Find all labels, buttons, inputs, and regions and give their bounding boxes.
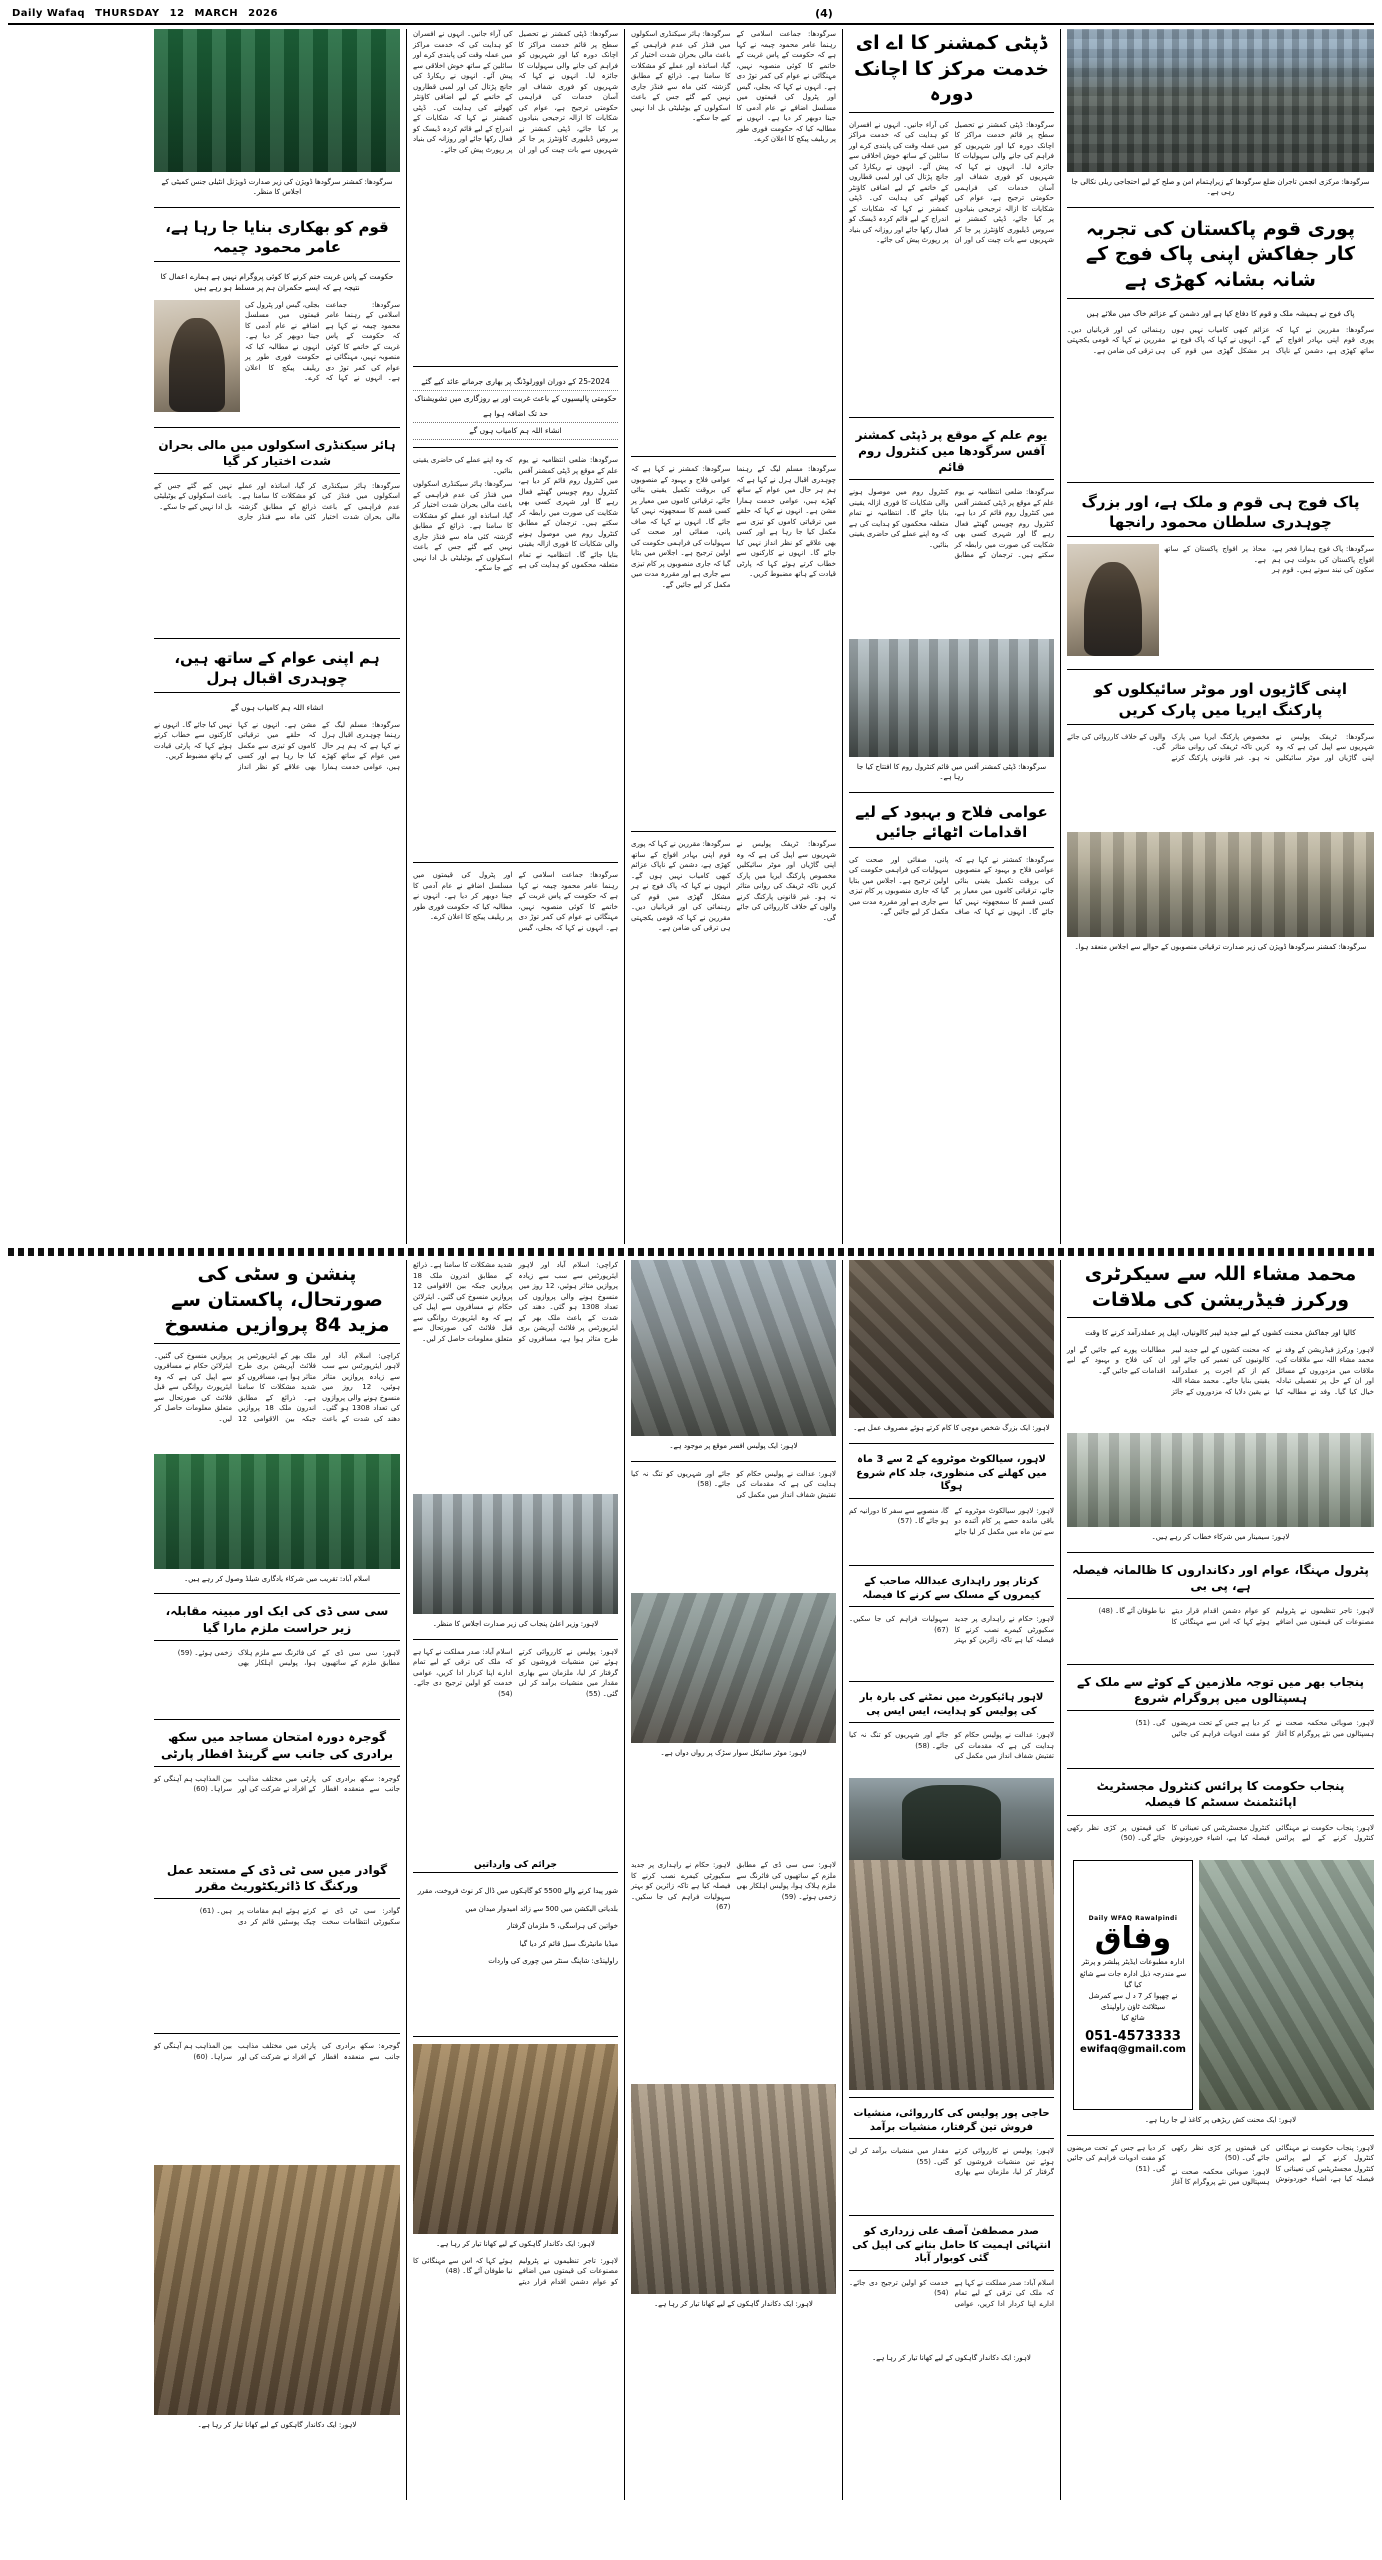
top-center-column bbox=[631, 29, 836, 1244]
middle-section bbox=[8, 1260, 1374, 1860]
bottom-bazaar-caption: لاہور: ایک دکاندار گاہکوں کے لیے کھانا تیار کر رہا ہے۔ bbox=[872, 2353, 1031, 2362]
pak-army-sub: پاک فوج نے ہمیشہ ملک و قوم کا دفاع کیا ہے اور دشمن کے عزائم خاک میں ملائے ہیں bbox=[1086, 308, 1355, 318]
hamari-awam-body: سرگودھا: مسلم لیگ کے رہنما چوہدری اقبال ہرل نے کہا ہے کہ ہم ہر حال میں عوام کے ساتھ کھڑے ہیں، عوامی خدمت ہمارا مشن ہے۔ انہوں نے کہا کہ حلقے میں ترقیاتی کاموں کو تیزی سے مکمل کیا جا رہا ہے اور کسی بھی علاقے کو نظر انداز نہیں کیا جائے گا۔ انہوں نے کارکنوں سے خطاب کرتے ہوئے کہا کہ پارٹی قیادت کے ہاتھ مضبوط کریں۔ bbox=[154, 720, 400, 771]
story-three-body: سرگودھا: کمشنر نے کہا ہے کہ عوامی فلاح و بہبود کے منصوبوں کی بروقت تکمیل یقینی بنائی جائے، ترقیاتی کاموں میں معیار پر کسی قسم کا سمجھوتہ نہیں کیا جائے گا۔ انہوں نے کہا کہ صاف پانی، صفائی اور صحت کی سہولیات کی فراہمی حکومت کی اولین ترجیح ہے۔ اجلاس میں بتایا گیا کہ جاری منصوبوں پر کام تیزی سے جاری ہے اور مقررہ مدت میں مکمل کر لیے جائیں گے۔ bbox=[849, 855, 1054, 917]
bottom-briefs-column bbox=[413, 1860, 618, 2500]
karachi-headline: پنشن و سٹی کی صورتحال، پاکستان سے مزید 84 پروازیں منسوخ bbox=[154, 1260, 400, 1344]
bottom-section bbox=[8, 1860, 1374, 2500]
photo-award-caption: سرگودھا: کمشنر سرگودھا ڈویژن کی زیر صدارت ترقیاتی منصوبوں کے حوالے سے اجلاس منعقد ہوا۔ bbox=[1074, 942, 1367, 951]
ticker-item: انشاء اللہ ہم کامیاب ہوں گے bbox=[413, 423, 618, 440]
mid-left-column2 bbox=[154, 1260, 400, 1860]
publisher-logo-block bbox=[1073, 1860, 1193, 2110]
photo-panel-caption: لاہور: سیمینار میں شرکاء خطاب کر رہے ہیں۔ bbox=[1151, 1533, 1290, 1542]
pak-army-body2: سرگودھا: پاک فوج ہمارا فخر ہے، افواج پاکستان کی بدولت ہی ہم سکون کی نیند سوتے ہیں۔ قوم ہر محاذ پر افواج پاکستان کے ساتھ ہے۔ bbox=[1164, 545, 1374, 575]
mid-center-column bbox=[631, 1260, 836, 1860]
bottom-center-column bbox=[631, 1860, 836, 2500]
karachi-lead: کراچی: اسلام آباد اور لاہور ایئرپورٹس سے سب سے زیادہ پروازیں متاثر ہوئیں، 12 روز میں منسوخ ہونے والی پروازوں کی تعداد 1308 ہو گئی۔ دھند کی شدت کے باعث ملک بھر کے ایئرپورٹس پر فلائٹ آپریشن بری طرح متاثر ہوا ہے، مسافروں کو شدید مشکلات کا سامنا ہے۔ ذرائع کے مطابق اندرون ملک 18 پروازیں جبکہ بین الاقوامی 12 پروازیں منسوخ کی گئیں۔ ایئرلائن حکام نے مسافروں سے اپیل کی ہے کہ وہ ایئرپورٹ روانگی سے قبل فلائٹ کی صورتحال سے متعلق معلومات حاصل کر لیں۔ bbox=[154, 1351, 400, 1423]
masthead-month: MARCH bbox=[194, 8, 239, 19]
pak-army-body: سرگودھا: مقررین نے کہا کہ پوری قوم اپنی بہادر افواج کے ساتھ کھڑی ہے، دشمن کے ناپاک عزائم کبھی کامیاب نہیں ہوں گے۔ انہوں نے کہا کہ پاک فوج نے ہر مشکل گھڑی میں قوم کی رہنمائی کی اور قربانیاں دیں۔ مقررین نے کہا کہ قومی یکجہتی ہی ترقی کی ضامن ہے۔ bbox=[1067, 325, 1374, 355]
mid-karachi-column bbox=[413, 1260, 618, 1860]
photo-assembly bbox=[154, 29, 400, 172]
lahore-highcourt-body: لاہور: عدالت نے پولیس حکام کو ہدایت کی ہے کہ مقدمات کی تفتیش شفاف انداز میں مکمل کی جائے اور شہریوں کو تنگ نہ کیا جائے۔ (58) bbox=[849, 1731, 1054, 1761]
masthead-weekday: THURSDAY bbox=[95, 8, 160, 19]
mid-left-body-1: سرگودھا: ڈپٹی کمشنر نے تحصیل سطح پر قائم خدمت مراکز کا اچانک دورہ کیا اور شہریوں کو فراہم کی جانے والی سہولیات کا جائزہ لیا۔ انہوں نے کہا کہ شہریوں کو فوری شفاف اور آسان خدمات کی فراہمی حکومتی ترجیح ہے، عوام کی شکایات کا ازالہ ترجیحی بنیادوں پر کیا جائے، ڈپٹی کمشنر نے سروس ڈیلیوری کاؤنٹرز پر جا کر شہریوں سے بات چیت کی اور ان کی آراء جانیں۔ انہوں نے افسران کو ہدایت کی کہ خدمت مراکز میں عملہ وقت کی پابندی کرے اور سائلین کے ساتھ خوش اخلاقی سے پیش آئے۔ انہوں نے ریکارڈ کی جانچ پڑتال کی اور لمبی قطاروں کے خاتمے کے لیے اضافی کاؤنٹر کھولنے کی ہدایت کی۔ ڈپٹی کمشنر نے کہا کہ شکایات کے اندراج کے لیے قائم کردہ ڈیسک کو فعال رکھا جائے اور روزانہ کی بنیاد پر رپورٹ پیش کی جائے۔ bbox=[413, 30, 618, 154]
photo-motorbike bbox=[631, 1593, 836, 1743]
gwadar-headline: گوادر میں سی ٹی ڈی کے مستعد عمل ورکنگ کا ڈائریکٹوریٹ مقرر bbox=[154, 1860, 400, 1899]
bank-headline: ہائر سیکنڈری اسکولوں میں مالی بحران شدت اختیار کر گیا bbox=[154, 435, 400, 474]
mid-center-body: لاہور: عدالت نے پولیس حکام کو ہدایت کی ہے کہ مقدمات کی تفتیش شفاف انداز میں مکمل کی جائے اور شہریوں کو تنگ نہ کیا جائے۔ (58) bbox=[631, 1469, 836, 1499]
photo-food-stall bbox=[413, 2044, 618, 2234]
masthead-left bbox=[12, 8, 278, 19]
masthead-year: 2026 bbox=[248, 8, 278, 19]
photo-market bbox=[631, 2084, 836, 2294]
photo-food-caption: لاہور: ایک دکاندار گاہکوں کے لیے کھانا تیار کر رہا ہے۔ bbox=[436, 2240, 595, 2248]
hamari-awam-sub: انشاء اللہ ہم کامیاب ہوں گے bbox=[230, 703, 324, 713]
briefs-list bbox=[413, 1879, 618, 2029]
brief-item: بلدیاتی الیکشن میں 500 سے زائد امیدوار میدان میں bbox=[465, 1904, 618, 1913]
gov-body: سرگودھا: جماعت اسلامی کے رہنما عامر محمود چیمہ نے کہا ہے کہ حکومت کے پاس غربت کے خاتمے کا کوئی منصوبہ نہیں، مہنگائی نے عوام کی کمر توڑ دی ہے۔ انہوں نے کہا کہ بجلی، گیس اور پٹرول کی قیمتوں میں مسلسل اضافے نے عام آدمی کا جینا دوبھر کر دیا ہے۔ انہوں نے مطالبہ کیا کہ حکومت فوری طور پر ریلیف پیکج کا اعلان کرے۔ bbox=[245, 300, 400, 383]
cci-headline: سی سی ڈی کی ایک اور مبینہ مقابلہ، زیر حراست ملزم مارا گیا bbox=[154, 1601, 400, 1640]
bottom-center-body: لاہور: سی سی ڈی کے مطابق ملزم کے ساتھیوں کی فائرنگ سے ملزم ہلاک ہوا، پولیس اہلکار بھی زخمی ہوئے۔ (59) لاہور: حکام نے راہداری پر جدید سکیورٹی کیمرے نصب کرنے کا فیصلہ کیا ہے تاکہ زائرین کو بہتر سہولیات فراہم کی جا سکیں۔ (67) bbox=[631, 1861, 836, 1911]
photo-handcart-caption: لاہور: ایک محنت کش ریڑھی پر کاغذ لے جا رہا ہے۔ bbox=[1144, 2116, 1297, 2124]
pak-army-headline2: پاک فوج ہی قوم و ملک ہے، اور بزرگ چوہدری سلطان محمود رانجھا bbox=[1067, 490, 1374, 538]
bottom-left-body: گوجرہ: سکھ برادری کی جانب سے منعقدہ افطار پارٹی میں مختلف مذاہب کے افراد نے شرکت کی اور بین المذاہب ہم آہنگی کو سراہا۔ (60) bbox=[154, 2042, 400, 2061]
photo-assembly-caption: سرگودھا: کمشنر سرگودھا ڈویژن کی زیر صدارت ڈویژنل انٹیلی جنس کمیٹی کے اجلاس کا منظر۔ bbox=[161, 178, 393, 196]
page-number: (4) bbox=[815, 7, 833, 20]
photo-handcart bbox=[1199, 1860, 1374, 2110]
photo-vendor bbox=[154, 2165, 400, 2415]
story-two-headline: یوم علم کے موقع پر ڈپٹی کمشنر آفس سرگودھا میں کنٹرول روم قائم bbox=[849, 425, 1054, 481]
ticker-item: 25-2024 کے دوران اوورلوڈنگ پر بھاری جرمانے عائد کیے گئے bbox=[413, 374, 618, 391]
photo-bazaar bbox=[849, 1860, 1054, 2090]
logo-line-2: سے مندرجہ ذیل ادارہ جات سے شائع کیا گیا bbox=[1079, 1969, 1187, 1989]
portrait-photo-2 bbox=[154, 300, 240, 412]
sadr-body: اسلام آباد: صدر مملکت نے کہا ہے کہ ملک کی ترقی کے لیے تمام ادارے اپنا کردار ادا کریں، عوامی خدمت کو اولین ترجیح دی جائے۔ (54) bbox=[849, 2278, 1054, 2308]
sadr-headline: صدر مصطفیٰ آصف علی زرداری کو انتہائی اہمیت کا حامل بنانے کی اپیل کی گئی کوبوار آباد bbox=[849, 2223, 1054, 2271]
punjab-headline: پنجاب بھر میں توجہ ملازمین کے کوٹے سے ملک کے ہسپتالوں میں پروگرام شروع bbox=[1067, 1672, 1374, 1711]
mid-sub-head: کالیا اور جفاکش محنت کشوں کے لیے جدید لیبر کالونیاں، اپیل پر عملدرآمد کرنے کا وقت bbox=[1085, 1328, 1356, 1338]
story-two-body: سرگودھا: ضلعی انتظامیہ نے یوم علم کے موقع پر ڈپٹی کمشنر آفس میں کنٹرول روم قائم کر دیا ہے، کنٹرول روم چوبیس گھنٹے فعال رہے گا اور شہری کسی بھی شکایت کی صورت میں رابطہ کر سکتے ہیں۔ ترجمان کے مطابق کنٹرول روم میں موصول ہونے والی شکایات کا فوری ازالہ یقینی بنایا جائے گا۔ انتظامیہ نے تمام متعلقہ محکموں کو ہدایت کی ہے کہ وہ اپنے عملے کی حاضری یقینی بنائیں۔ bbox=[849, 488, 1054, 560]
top-section bbox=[8, 29, 1374, 1244]
photo-seminar bbox=[413, 1494, 618, 1614]
story-one-body: سرگودھا: ڈپٹی کمشنر نے تحصیل سطح پر قائم خدمت مراکز کا اچانک دورہ کیا اور شہریوں کو فراہم کی جانے والی سہولیات کا جائزہ لیا۔ انہوں نے کہا کہ شہریوں کو فوری شفاف اور آسان خدمات کی فراہمی حکومتی ترجیح ہے، عوام کی شکایات کا ازالہ ترجیحی بنیادوں پر کیا جائے، ڈپٹی کمشنر نے سروس ڈیلیوری کاؤنٹرز پر جا کر شہریوں سے بات چیت کی اور ان کی آراء جانیں۔ انہوں نے افسران کو ہدایت کی کہ خدمت مراکز میں عملہ وقت کی پابندی کرے اور سائلین کے ساتھ خوش اخلاقی سے پیش آئے۔ انہوں نے ریکارڈ کی جانچ پڑتال کی اور لمبی قطاروں کے خاتمے کے لیے اضافی کاؤنٹر کھولنے کی ہدایت کی۔ ڈپٹی کمشنر نے کہا کہ شکایات کے اندراج کے لیے قائم کردہ ڈیسک کو فعال رکھا جائے اور روزانہ کی بنیاد پر رپورٹ پیش کی جائے۔ bbox=[849, 120, 1054, 245]
story-three-headline: عوامی فلاح و بہبود کے لیے اقدامات اٹھائے جائیں bbox=[849, 800, 1054, 848]
gov-sub: حکومت کے پاس غربت ختم کرنے کا کوئی پروگرام نہیں ہے ہمارے اعمال کا نتیجہ ہے کہ ایسے حکمران ہم پر مسلط ہو رہے ہیں bbox=[160, 272, 394, 293]
top-left-column bbox=[154, 29, 400, 1244]
logo-top-line: Daily WFAQ Rawalpindi bbox=[1088, 1915, 1178, 1923]
masthead-day: 12 bbox=[169, 8, 185, 19]
gov-headline: قوم کو بھکاری بنایا جا رہا ہے، عامر محمود چیمہ bbox=[154, 215, 400, 263]
story-one-headline: ڈپٹی کمشنر کا اے ای خدمت مرکز کا اچانک دورہ bbox=[849, 29, 1054, 113]
logo-line-3: نے چھپوا کر 7 د ل سے کمرشل bbox=[1088, 1992, 1178, 2000]
briefs-extra-body: لاہور: تاجر تنظیموں نے پٹرولیم مصنوعات کی قیمتوں میں اضافے کو عوام دشمن اقدام قرار دیتے ہوئے کہا کہ اس سے مہنگائی کا نیا طوفان آئے گا۔ (48) bbox=[413, 2256, 618, 2286]
photo-rally-caption: سرگودھا: مرکزی انجمن تاجران ضلع سرگودھا کے زیراہتمام امن و صلح کے لیے احتجاجی ریلی نکالی جا رہی ہے۔ bbox=[1071, 178, 1370, 196]
photo-green-event bbox=[154, 1454, 400, 1569]
brief-item: خواتین کی ہراسگی، 5 ملزمان گرفتار bbox=[507, 1922, 618, 1930]
cci-body: لاہور: سی سی ڈی کے مطابق ملزم کے ساتھیوں کی فائرنگ سے ملزم ہلاک ہوا، پولیس اہلکار بھی زخمی ہوئے۔ (59) bbox=[177, 1648, 400, 1668]
hajj-headline: حاجی پور پولیس کی کارروائی، منشیات فروش تین گرفتار، منشیات برآمد bbox=[849, 2105, 1054, 2139]
mid-left-body-2: سرگودھا: ضلعی انتظامیہ نے یوم علم کے موقع پر ڈپٹی کمشنر آفس میں کنٹرول روم قائم کر دیا ہے، کنٹرول روم چوبیس گھنٹے فعال رہے گا اور شہری کسی بھی شکایت کی صورت میں رابطہ کر سکتے ہیں۔ ترجمان کے مطابق کنٹرول روم میں موصول ہونے والی شکایات کا فوری ازالہ یقینی بنایا جائے گا۔ انتظامیہ نے تمام متعلقہ محکموں کو ہدایت کی ہے کہ وہ اپنے عملے کی حاضری یقینی بنائیں۔ سرگودھا: ہائر سیکنڈری اسکولوں میں فنڈز کی عدم فراہمی کے باعث مالی بحران شدت اختیار کر گیا، اساتذہ اور عملے کو مشکلات کا سامنا ہے۔ ذرائع کے مطابق گزشتہ کئی ماہ سے فنڈز جاری نہیں کیے گئے جس کے باعث اسکولوں کے یوٹیلیٹی بل ادا نہیں کیے جا سکے۔ bbox=[413, 456, 618, 572]
photo-cobbler bbox=[849, 1260, 1054, 1418]
lahore-highcourt-headline: لاہور ہائیکورٹ میں نمٹنے کی بارہ بار کی پولیس کو ہدایت، ایس ایس پی bbox=[849, 1689, 1054, 1723]
contact-email[interactable]: ewifaq@gmail.com bbox=[1080, 2043, 1186, 2055]
bottom-right-body: لاہور: پنجاب حکومت نے مہنگائی کنٹرول کرنے کے لیے پرائس کنٹرول مجسٹریٹس کی تعیناتی کا فیصلہ کیا ہے، اشیاء خوردونوش کی قیمتوں پر کڑی نظر رکھی جائے گی۔ (50) لاہور: صوبائی محکمہ صحت نے ہسپتالوں میں نئے پروگرام کا آغاز کر دیا ہے جس کے تحت مریضوں کو مفت ادویات فراہم کی جائیں گی۔ (51) bbox=[1067, 2143, 1374, 2187]
photo-seminar-caption: لاہور: وزیر اعلیٰ پنجاب کی زیر صدارت اجلاس کا منظر۔ bbox=[432, 1620, 599, 1628]
photo-rally bbox=[1067, 29, 1374, 172]
gujrat-headline: گوجرہ دورہ امتحان مساجد میں سکھ برادری کی جانب سے گرینڈ افطار پارٹی bbox=[154, 1727, 400, 1766]
mid-right-column bbox=[1067, 1260, 1374, 1860]
center-filler-body-3: سرگودھا: ٹریفک پولیس نے شہریوں سے اپیل کی ہے کہ وہ اپنی گاڑیاں اور موٹر سائیکلیں مخصوص پارکنگ ایریا میں پارک کریں تاکہ ٹریفک کی روانی متاثر نہ ہو۔ غیر قانونی پارکنگ کرنے والوں کے خلاف کارروائی کی جائے گی۔ سرگودھا: مقررین نے کہا کہ پوری قوم اپنی بہادر افواج کے ساتھ کھڑی ہے، دشمن کے ناپاک عزائم کبھی کامیاب نہیں ہوں گے۔ انہوں نے کہا کہ پاک فوج نے ہر مشکل گھڑی میں قوم کی رہنمائی کی اور قربانیاں دیں۔ مقررین نے کہا کہ قومی یکجہتی ہی ترقی کی ضامن ہے۔ bbox=[631, 840, 836, 932]
photo-panel-meeting bbox=[1067, 1433, 1374, 1527]
photo-award-ceremony bbox=[1067, 832, 1374, 937]
mid-left-body-3: سرگودھا: جماعت اسلامی کے رہنما عامر محمود چیمہ نے کہا ہے کہ حکومت کے پاس غربت کے خاتمے کا کوئی منصوبہ نہیں، مہنگائی نے عوام کی کمر توڑ دی ہے۔ انہوں نے کہا کہ بجلی، گیس اور پٹرول کی قیمتوں میں مسلسل اضافے نے عام آدمی کا جینا دوبھر کر دیا ہے۔ انہوں نے مطالبہ کیا کہ حکومت فوری طور پر ریلیف پیکج کا اعلان کرے۔ bbox=[413, 871, 618, 932]
logo-wordmark: وفاق bbox=[1094, 1921, 1172, 1957]
photo-green-caption: اسلام آباد: تقریب میں شرکاء یادگاری شیلڈ وصول کر رہے ہیں۔ bbox=[184, 1574, 370, 1583]
bottom-right-column bbox=[1067, 1860, 1374, 2500]
logo-line-1: ادارہ مطبوعات ایڈیٹر پبلشر و پرنٹر bbox=[1081, 1958, 1185, 1967]
parking-body: سرگودھا: ٹریفک پولیس نے شہریوں سے اپیل کی ہے کہ وہ اپنی گاڑیاں اور موٹر سائیکلیں مخصوص پارکنگ ایریا میں پارک کریں تاکہ ٹریفک کی روانی متاثر نہ ہو۔ غیر قانونی پارکنگ کرنے والوں کے خلاف کارروائی کی جائے گی۔ bbox=[1067, 732, 1374, 762]
center-filler-body-2: سرگودھا: مسلم لیگ کے رہنما چوہدری اقبال ہرل نے کہا ہے کہ ہم ہر حال میں عوام کے ساتھ کھڑے ہیں، عوامی خدمت ہمارا مشن ہے۔ انہوں نے کہا کہ حلقے میں ترقیاتی کاموں کو تیزی سے مکمل کیا جا رہا ہے اور کسی بھی علاقے کو نظر انداز نہیں کیا جائے گا۔ انہوں نے کارکنوں سے خطاب کرتے ہوئے کہا کہ پارٹی قیادت کے ہاتھ مضبوط کریں۔ سرگودھا: کمشنر نے کہا ہے کہ عوامی فلاح و بہبود کے منصوبوں کی بروقت تکمیل یقینی بنائی جائے، ترقیاتی کاموں میں معیار پر کسی قسم کا سمجھوتہ نہیں کیا جائے گا۔ انہوں نے کہا کہ صاف پانی، صفائی اور صحت کی سہولیات کی فراہمی حکومت کی اولین ترجیح ہے۔ اجلاس میں بتایا گیا کہ جاری منصوبوں پر کام تیزی سے جاری ہے اور مقررہ مدت میں مکمل کر لیے جائیں گے۔ bbox=[631, 465, 836, 589]
photo-cobbler-caption: لاہور: ایک بزرگ شخص موچی کا کام کرتے ہوئے مصروف عمل ہے۔ bbox=[853, 1424, 1050, 1433]
mid-barber-column bbox=[849, 1260, 1054, 1860]
photo-control-room bbox=[849, 639, 1054, 757]
logo-line-4: سیٹلائٹ ٹاؤن راولپنڈی bbox=[1100, 2003, 1166, 2012]
portrait-photo-1 bbox=[1067, 544, 1159, 656]
bottom-bazaar-column bbox=[849, 1860, 1054, 2500]
lahore-motorway-body: لاہور: لاہور سیالکوٹ موٹروے کے باقی ماندہ حصے پر کام آئندہ دو سے تین ماہ میں مکمل کر لیا جائے گا، منصوبے سے سفر کا دورانیہ کم ہو جائے گا۔ (57) bbox=[849, 1506, 1054, 1536]
govt-body: لاہور: پنجاب حکومت نے مہنگائی کنٹرول کرنے کے لیے پرائس کنٹرول مجسٹریٹس کی تعیناتی کا فیصلہ کیا ہے، اشیاء خوردونوش کی قیمتوں پر کڑی نظر رکھی جائے گی۔ (50) bbox=[1067, 1823, 1374, 1843]
gwadar-body: گوادر: سی ٹی ڈی نے سکیورٹی انتظامات سخت کرتے ہوئے اہم مقامات پر چیک پوسٹیں قائم کر دی ہیں۔ (61) bbox=[199, 1907, 400, 1926]
section-divider bbox=[8, 1248, 1374, 1256]
bottom-left-column bbox=[154, 1860, 400, 2500]
gujrat-body: گوجرہ: سکھ برادری کی جانب سے منعقدہ افطار پارٹی میں مختلف مذاہب کے افراد نے شرکت کی اور بین المذاہب ہم آہنگی کو سراہا۔ (60) bbox=[154, 1774, 400, 1794]
photo-street bbox=[631, 1260, 836, 1436]
contact-phone[interactable]: 051-4573333 bbox=[1085, 2028, 1181, 2044]
top-mid-left-column bbox=[413, 29, 618, 1244]
petrol-headline: پٹرول مہنگا، عوام اور دکانداروں کا ظالمانہ فیصلہ ہے، پی بی bbox=[1067, 1560, 1374, 1599]
photo-control-room-caption: سرگودھا: ڈپٹی کمشنر آفس میں قائم کنٹرول روم کا افتتاح کیا جا رہا ہے۔ bbox=[856, 763, 1047, 782]
mid-main-body: لاہور: ورکرز فیڈریشن کے وفد نے محمد مشاء اللہ سے ملاقات کی، ملاقات میں مزدوروں کے مسائل اور ان کے حل پر تفصیلی تبادلہ خیال کیا گیا۔ وفد نے مطالبہ کیا کہ محنت کشوں کے لیے جدید لیبر کالونیوں کی تعمیر کی جائے اور کم از کم اجرت پر عملدرآمد یقینی بنایا جائے۔ محمد مشاء اللہ نے یقین دلایا کہ مزدوروں کے جائز مطالبات پورے کیے جائیں گے اور ان کی فلاح و بہبود کے لیے اقدامات کیے جائیں گے۔ bbox=[1067, 1345, 1374, 1396]
top-right-column bbox=[1067, 29, 1374, 1244]
logo-line-5: شائع کیا bbox=[1121, 2014, 1145, 2023]
hamari-awam-headline: ہم اپنی عوام کے ساتھ ہیں، چوہدری اقبال ہرل bbox=[154, 646, 400, 694]
court-body: لاہور: حکام نے راہداری پر جدید سکیورٹی کیمرے نصب کرنے کا فیصلہ کیا ہے تاکہ زائرین کو بہتر سہولیات فراہم کی جا سکیں۔ (67) bbox=[849, 1615, 1054, 1645]
masthead bbox=[8, 6, 1374, 25]
brief-item: میڈیا مانیٹرنگ سیل قائم کر دیا گیا bbox=[519, 1939, 618, 1948]
pak-army-headline: پوری قوم پاکستان کی تجربہ کار جفاکش اپنی پاک فوج کے شانہ بشانہ کھڑی ہے bbox=[1067, 215, 1374, 299]
photo-police-officer bbox=[849, 1778, 1054, 1860]
mid-main-headline: محمد مشاء اللہ سے سیکرٹری ورکرز فیڈریشن کی ملاقات bbox=[1067, 1260, 1374, 1318]
photo-street-caption: لاہور: ایک پولیس افسر موقع پر موجود ہے۔ bbox=[669, 1442, 798, 1450]
photo-motorbike-caption: لاہور: موٹر سائیکل سوار سڑک پر رواں دواں ہے۔ bbox=[660, 1748, 807, 1757]
karachi-body: کراچی: اسلام آباد اور لاہور ایئرپورٹس سے سب سے زیادہ پروازیں متاثر ہوئیں، 12 روز میں منسوخ ہونے والی پروازوں کی تعداد 1308 ہو گئی۔ دھند کی شدت کے باعث ملک بھر کے ایئرپورٹس پر فلائٹ آپریشن بری طرح متاثر ہوا ہے، مسافروں کو شدید مشکلات کا سامنا ہے۔ ذرائع کے مطابق اندرون ملک 18 پروازیں جبکہ بین الاقوامی 12 پروازیں منسوخ کی گئیں۔ ایئرلائن حکام نے مسافروں سے اپیل کی ہے کہ وہ ایئرپورٹ روانگی سے قبل فلائٹ کی صورتحال سے متعلق معلومات حاصل کر لیں۔ bbox=[413, 1261, 618, 1343]
brief-item: شور پیدا کرنے والے 5500 کو گاہکوں میں ڈال کر نوٹ فروخت، مقرر bbox=[417, 1887, 618, 1895]
brief-item: راولپنڈی: شاپنگ سنٹر میں چوری کی واردات bbox=[488, 1957, 618, 1965]
briefs-heading: جرائم کی وارداتیں bbox=[413, 1860, 618, 1873]
govt-headline: پنجاب حکومت کا پرائس کنٹرول مجسٹریٹ اپائنٹمنٹ سسٹم کا فیصلہ bbox=[1067, 1776, 1374, 1815]
ticker-item: حکومتی پالیسیوں کے باعث غربت اور بے روزگاری میں تشویشناک حد تک اضافہ ہوا ہے bbox=[413, 391, 618, 423]
bank-body: سرگودھا: ہائر سیکنڈری اسکولوں میں فنڈز کی عدم فراہمی کے باعث مالی بحران شدت اختیار کر گیا، اساتذہ اور عملے کو مشکلات کا سامنا ہے۔ ذرائع کے مطابق گزشتہ کئی ماہ سے فنڈز جاری نہیں کیے گئے جس کے باعث اسکولوں کے یوٹیلیٹی بل ادا نہیں کیے جا سکے۔ bbox=[154, 481, 400, 522]
masthead-title: Daily Wafaq bbox=[12, 8, 86, 19]
center-filler-body: سرگودھا: جماعت اسلامی کے رہنما عامر محمود چیمہ نے کہا ہے کہ حکومت کے پاس غربت کے خاتمے کا کوئی منصوبہ نہیں، مہنگائی نے عوام کی کمر توڑ دی ہے۔ انہوں نے کہا کہ بجلی، گیس اور پٹرول کی قیمتوں میں مسلسل اضافے نے عام آدمی کا جینا دوبھر کر دیا ہے۔ انہوں نے مطالبہ کیا کہ حکومت فوری طور پر ریلیف پیکج کا اعلان کرے۔ سرگودھا: ہائر سیکنڈری اسکولوں میں فنڈز کی عدم فراہمی کے باعث مالی بحران شدت اختیار کر گیا، اساتذہ اور عملے کو مشکلات کا سامنا ہے۔ ذرائع کے مطابق گزشتہ کئی ماہ سے فنڈز جاری نہیں کیے گئے جس کے باعث اسکولوں کے یوٹیلیٹی بل ادا نہیں کیے جا سکے۔ bbox=[631, 30, 836, 143]
petrol-body: لاہور: تاجر تنظیموں نے پٹرولیم مصنوعات کی قیمتوں میں اضافے کو عوام دشمن اقدام قرار دیتے ہوئے کہا کہ اس سے مہنگائی کا نیا طوفان آئے گا۔ (48) bbox=[1098, 1607, 1374, 1626]
photo-vendor-caption: لاہور: ایک دکاندار گاہکوں کے لیے کھانا تیار کر رہا ہے۔ bbox=[197, 2421, 357, 2430]
karachi-body-2: لاہور: پولیس نے کارروائی کرتے ہوئے تین منشیات فروشوں کو گرفتار کر لیا، ملزمان سے بھاری مقدار میں منشیات برآمد کر لی گئی۔ (55) اسلام آباد: صدر مملکت نے کہا ہے کہ ملک کی ترقی کے لیے تمام ادارے اپنا کردار ادا کریں، عوامی خدمت کو اولین ترجیح دی جائے۔ (54) bbox=[413, 1647, 618, 1698]
lahore-motorway-headline: لاہور، سیالکوٹ موٹروے کے 2 سے 3 ماہ میں کھلنے کی منظوری، جلد کام شروع ہوگا bbox=[849, 1451, 1054, 1499]
hajj-body: لاہور: پولیس نے کارروائی کرتے ہوئے تین منشیات فروشوں کو گرفتار کر لیا، ملزمان سے بھاری مقدار میں منشیات برآمد کر لی گئی۔ (55) bbox=[849, 2147, 1054, 2176]
court-headline: کرتار پور راہداری عبداللہ صاحب کے کیمروں کے مسلک سے کرنے کا فیصلہ bbox=[849, 1573, 1054, 1607]
parking-headline: اپنی گاڑیوں اور موٹر سائیکلوں کو پارکنگ ایریا میں پارک کریں bbox=[1067, 677, 1374, 725]
ticker-list bbox=[413, 374, 618, 440]
top-story-one-column bbox=[849, 29, 1054, 1244]
photo-market-caption: لاہور: ایک دکاندار گاہکوں کے لیے کھانا تیار کر رہا ہے۔ bbox=[654, 2300, 813, 2308]
punjab-body: لاہور: صوبائی محکمہ صحت نے ہسپتالوں میں نئے پروگرام کا آغاز کر دیا ہے جس کے تحت مریضوں کو مفت ادویات فراہم کی جائیں گی۔ (51) bbox=[1135, 1719, 1374, 1738]
